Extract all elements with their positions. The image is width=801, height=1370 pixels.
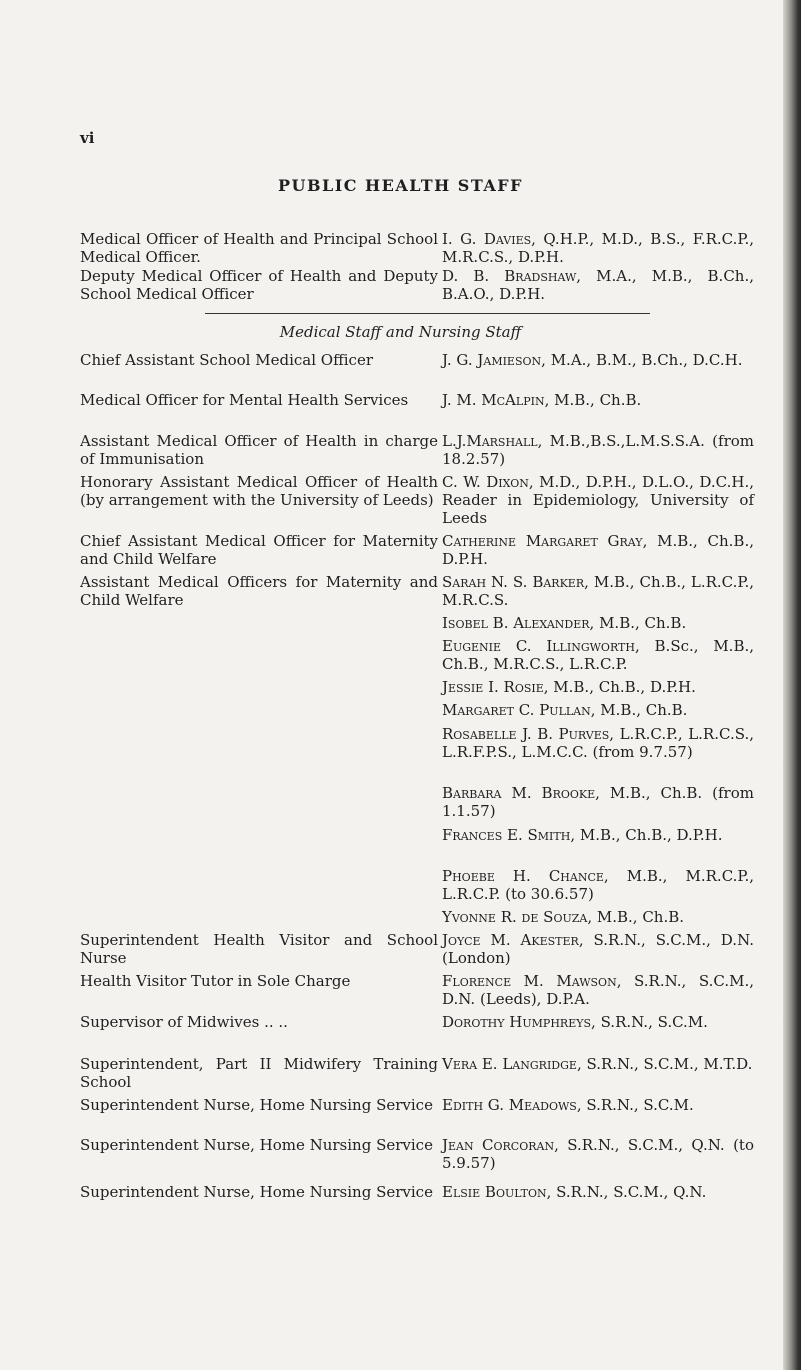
page-title: PUBLIC HEALTH STAFF bbox=[277, 176, 524, 195]
entry-role: Superintendent Nurse, Home Nursing Service bbox=[80, 1136, 433, 1154]
entry-name: Elsie Boulton, S.R.N., S.C.M., Q.N. bbox=[442, 1183, 707, 1201]
entry-name: Sarah N. S. Barker, M.B., Ch.B., L.R.C.P., M.R.C.S. bbox=[442, 573, 754, 609]
entry-role: Supervisor of Midwives .. .. bbox=[80, 1013, 288, 1031]
entry-role: Superintendent Health Visitor and School Nurse bbox=[80, 931, 438, 967]
section-divider bbox=[205, 313, 650, 314]
entry-role: Superintendent Nurse, Home Nursing Service bbox=[80, 1096, 433, 1114]
entry-name: Yvonne R. de Souza, M.B., Ch.B. bbox=[442, 908, 685, 926]
entry-role: Deputy Medical Officer of Health and Deputy School Medical Officer bbox=[80, 267, 438, 303]
entry-name: Edith G. Meadows, S.R.N., S.C.M. bbox=[442, 1096, 694, 1114]
section-subheading: Medical Staff and Nursing Staff bbox=[279, 323, 522, 341]
entry-role: Chief Assistant School Medical Officer bbox=[80, 351, 373, 369]
entry-name: Isobel B. Alexander, M.B., Ch.B. bbox=[442, 614, 687, 632]
entry-name: Joyce M. Akester, S.R.N., S.C.M., D.N. (London) bbox=[442, 931, 754, 967]
entry-name: J. M. McAlpin, M.B., Ch.B. bbox=[442, 391, 642, 409]
entry-name: Margaret C. Pullan, M.B., Ch.B. bbox=[442, 701, 688, 719]
entry-name: Phoebe H. Chance, M.B., M.R.C.P., L.R.C.P. (to 30.6.57) bbox=[442, 867, 754, 903]
entry-name: Frances E. Smith, M.B., Ch.B., D.P.H. bbox=[442, 826, 723, 844]
entry-name: Barbara M. Brooke, M.B., Ch.B. (from 1.1.57) bbox=[442, 784, 754, 820]
entry-name: Jean Corcoran, S.R.N., S.C.M., Q.N. (to 5.9.57) bbox=[442, 1136, 754, 1172]
entry-name: D. B. Bradshaw, M.A., M.B., B.Ch., B.A.O., D.P.H. bbox=[442, 267, 754, 303]
entry-name: Rosabelle J. B. Purves, L.R.C.P., L.R.C.S., L.R.F.P.S., L.M.C.C. (from 9.7.57) bbox=[442, 725, 754, 761]
entry-role: Health Visitor Tutor in Sole Charge bbox=[80, 972, 351, 990]
entry-role: Honorary Assistant Medical Officer of Health (by arrangement with the University of Leeds) bbox=[80, 473, 438, 509]
entry-role: Assistant Medical Officer of Health in charge of Immunisation bbox=[80, 432, 438, 468]
page-edge-shadow bbox=[783, 0, 801, 1370]
entry-name: Catherine Margaret Gray, M.B., Ch.B., D.P.H. bbox=[442, 532, 754, 568]
entry-role: Superintendent, Part II Midwifery Training School bbox=[80, 1055, 438, 1091]
entry-name: Jessie I. Rosie, M.B., Ch.B., D.P.H. bbox=[442, 678, 696, 696]
entry-name: Florence M. Mawson, S.R.N., S.C.M., D.N. (Leeds), D.P.A. bbox=[442, 972, 754, 1008]
entry-role: Medical Officer for Mental Health Services bbox=[80, 391, 409, 409]
entry-name: J. G. Jamieson, M.A., B.M., B.Ch., D.C.H. bbox=[442, 351, 743, 369]
page-number: vi bbox=[80, 129, 95, 147]
entry-role: Assistant Medical Officers for Maternity and Child Welfare bbox=[80, 573, 438, 609]
entry-name: C. W. Dixon, M.D., D.P.H., D.L.O., D.C.H., Reader in Epidemiology, University of Leeds bbox=[442, 473, 754, 527]
entry-name: I. G. Davies, Q.H.P., M.D., B.S., F.R.C.P., M.R.C.S., D.P.H. bbox=[442, 230, 754, 266]
entry-name: Eugenie C. Illingworth, B.Sc., M.B., Ch.B., M.R.C.S., L.R.C.P. bbox=[442, 637, 755, 673]
entry-role: Medical Officer of Health and Principal School Medical Officer. bbox=[80, 230, 438, 266]
entry-name: Dorothy Humphreys, S.R.N., S.C.M. bbox=[442, 1013, 708, 1031]
entry-role: Chief Assistant Medical Officer for Maternity and Child Welfare bbox=[80, 532, 438, 568]
entry-name: L.J.Marshall, M.B.,B.S.,L.M.S.S.A. (from 18.2.57) bbox=[442, 432, 754, 468]
entry-role: Superintendent Nurse, Home Nursing Service bbox=[80, 1183, 433, 1201]
entry-name: Vera E. Langridge, S.R.N., S.C.M., M.T.D. bbox=[442, 1055, 753, 1073]
